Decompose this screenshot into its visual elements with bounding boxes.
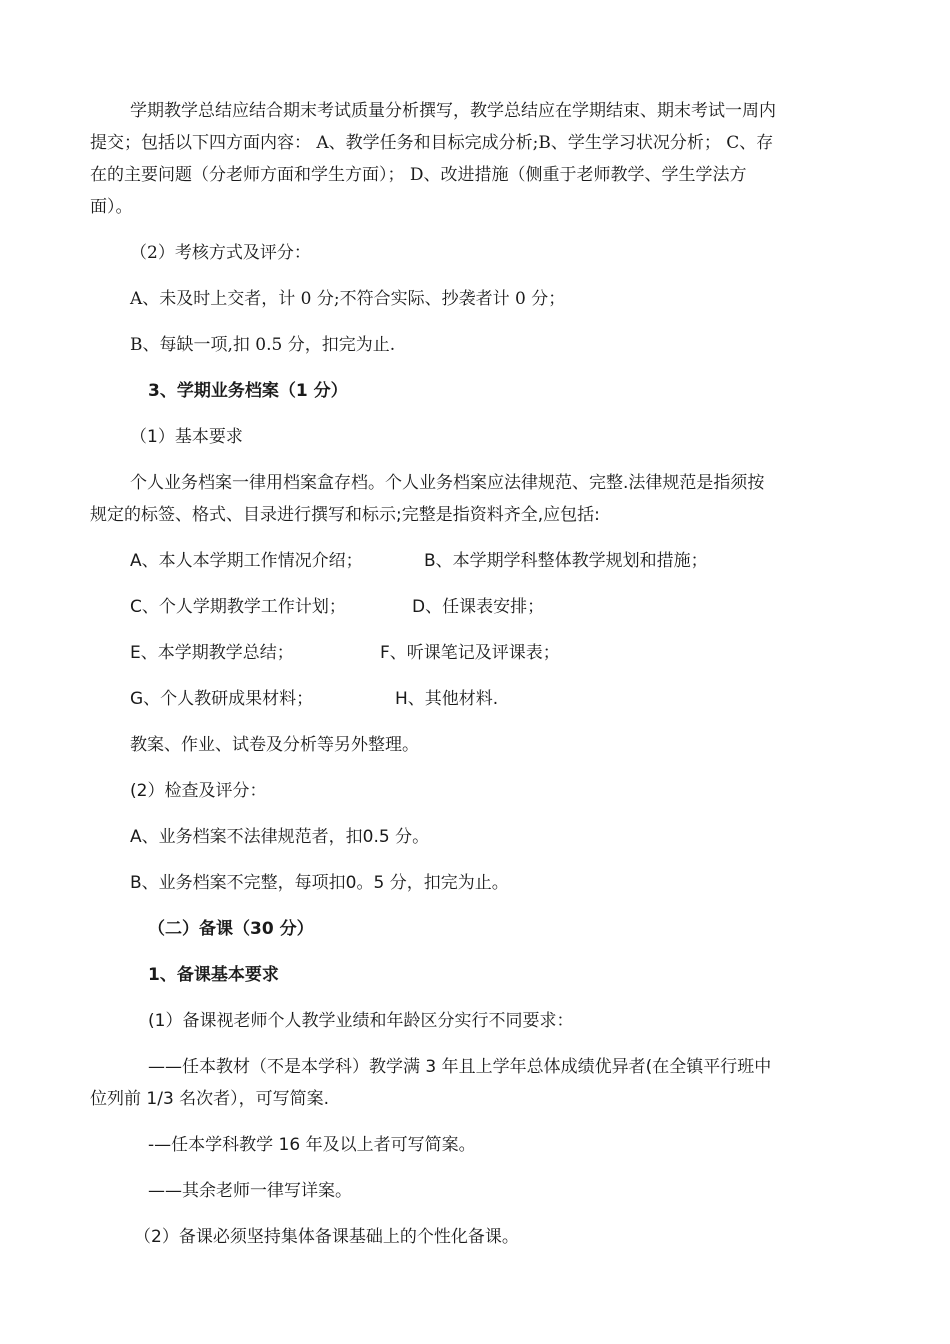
list-item: G、个人教研成果材料；: [130, 689, 314, 709]
list-item: E、本学期教学总结；: [130, 643, 294, 663]
paragraph: (2）检查及评分：: [130, 781, 267, 801]
paragraph: （2）备课必须坚持集体备课基础上的个性化备课。: [134, 1227, 519, 1247]
paragraph: -—任本学科教学 16 年及以上者可写简案。: [148, 1135, 476, 1155]
list-item: A、本人本学期工作情况介绍；: [130, 551, 363, 571]
paragraph-line: 学期教学总结应结合期末考试质量分析撰写，教学总结应在学期结束、期末考试一周内: [130, 101, 776, 121]
paragraph: ——其余老师一律写详案。: [148, 1181, 352, 1201]
paragraph: B、业务档案不完整，每项扣0。5 分，扣完为止。: [130, 873, 509, 893]
list-item: C、个人学期教学工作计划；: [130, 597, 346, 617]
paragraph: (1）备课视老师个人教学业绩和年龄区分实行不同要求：: [148, 1011, 574, 1031]
paragraph-line: 位列前 1/3 名次者），可写简案.: [90, 1089, 330, 1109]
list-item: B、本学期学科整体教学规划和措施；: [424, 551, 708, 571]
paragraph: 教案、作业、试卷及分析等另外整理。: [130, 735, 419, 755]
section-heading: 1、备课基本要求: [148, 965, 279, 985]
paragraph-line: 提交；包括以下四方面内容： A、教学任务和目标完成分析;B、学生学习状况分析； C、存: [90, 133, 774, 153]
list-item: F、听课笔记及评课表；: [380, 643, 560, 663]
list-item: D、任课表安排；: [412, 597, 545, 617]
section-heading: （二）备课（30 分）: [148, 919, 314, 939]
paragraph: A、业务档案不法律规范者，扣0.5 分。: [130, 827, 430, 847]
paragraph: （1）基本要求: [130, 427, 243, 447]
paragraph-line: ——任本教材（不是本学科）教学满 3 年且上学年总体成绩优异者(在全镇平行班中: [148, 1057, 772, 1077]
paragraph: A、未及时上交者，计 0 分;不符合实际、抄袭者计 0 分；: [130, 289, 566, 309]
paragraph-line: 规定的标签、格式、目录进行撰写和标示;完整是指资料齐全,应包括:: [90, 505, 600, 525]
paragraph-line: 在的主要问题（分老师方面和学生方面）； D、改进措施（侧重于老师教学、学生学法方: [90, 165, 747, 185]
paragraph: B、每缺一项,扣 0.5 分，扣完为止.: [130, 335, 396, 355]
paragraph-line: 个人业务档案一律用档案盒存档。个人业务档案应法律规范、完整.法律规范是指须按: [130, 473, 765, 493]
section-heading: 3、学期业务档案（1 分）: [148, 381, 348, 401]
paragraph-line: 面）。: [90, 197, 133, 217]
paragraph: （2）考核方式及评分：: [130, 243, 311, 263]
list-item: H、其他材料.: [395, 689, 499, 709]
